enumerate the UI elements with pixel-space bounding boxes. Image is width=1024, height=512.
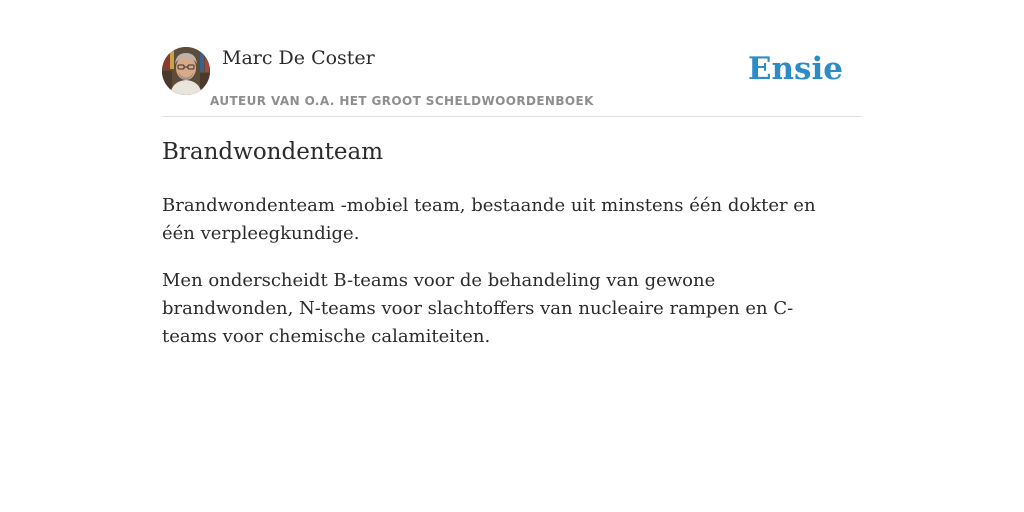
article-paragraph: Brandwondenteam -mobiel team, bestaande uit minstens één dokter en één verpleegkundige. <box>162 195 816 244</box>
author-header <box>162 46 862 117</box>
article-body <box>162 192 842 370</box>
author-avatar[interactable] <box>162 47 210 95</box>
article-paragraph: Men onderscheidt B-teams voor de behandeling van gewone brandwonden, N-teams voor slachtoffers van nucleaire rampen en C-teams voor chemische calamiteiten. <box>162 270 794 347</box>
article-title: Brandwondenteam <box>162 139 384 165</box>
author-subtitle: AUTEUR VAN O.A. HET GROOT SCHELDWOORDENBOEK <box>210 94 594 108</box>
brand-logo[interactable]: Ensie <box>747 51 843 87</box>
author-name[interactable]: Marc De Coster <box>222 47 375 69</box>
author-portrait-image <box>162 47 210 95</box>
